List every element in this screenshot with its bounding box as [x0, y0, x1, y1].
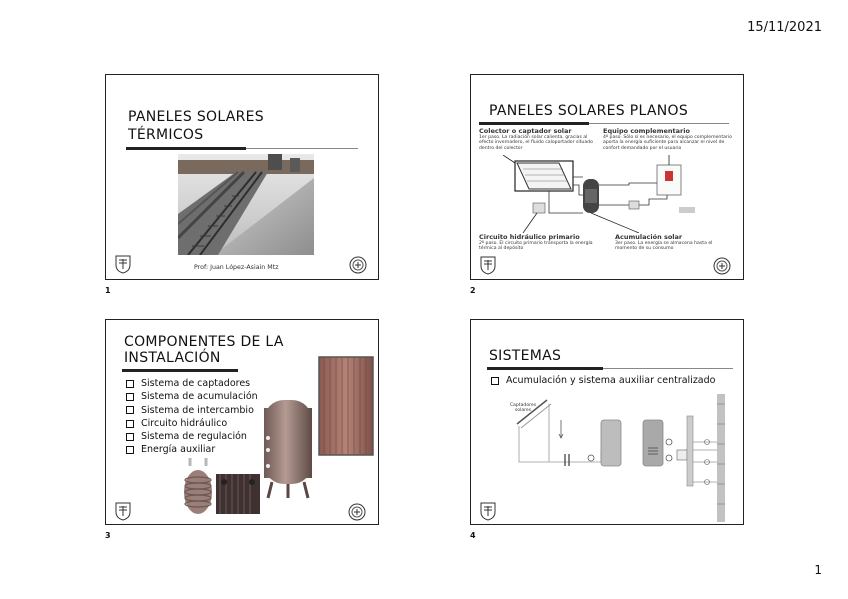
slide-2-number: 2: [470, 286, 476, 295]
slide-1-title-rule: [126, 147, 246, 150]
slide-4-title-rule-thin: [603, 368, 733, 369]
list-item: Sistema de captadores: [126, 377, 258, 390]
slide-1-title-rule-thin: [246, 148, 358, 149]
checkbox-bullet-icon: [126, 393, 134, 401]
flat-panel-system-diagram: [479, 155, 737, 233]
print-date: 15/11/2021: [747, 20, 822, 35]
equipment-text: 4º paso. Sólo si es necesario, el equipo complementario aporta la energía suficiente para alcanzar el nivel de confort demandado por el usuario: [603, 135, 732, 151]
page-number: 1: [814, 563, 822, 577]
heat-exchanger-image: [176, 454, 272, 518]
slide-3-number: 3: [105, 531, 111, 540]
slide-2-title-rule-thin: [589, 123, 729, 124]
solar-panel-photo: [178, 154, 314, 255]
checkbox-bullet-icon: [491, 377, 499, 385]
slide-1-author: Prof: Juan López-Asiain Mtz: [194, 264, 279, 271]
university-crest-icon: [114, 501, 132, 521]
university-crest-icon: [479, 255, 497, 275]
university-crest-icon: [114, 254, 132, 274]
slide-3: [105, 319, 379, 525]
slide-1-title-line2: TÉRMICOS: [128, 127, 204, 143]
components-list: [126, 377, 258, 457]
circuit-text: 2º paso. El circuito primario transporta la energía térmica al depósito: [479, 241, 593, 252]
equipment-label: Equipo complementario: [603, 127, 690, 135]
university-crest-icon: [479, 501, 497, 521]
checkbox-bullet-icon: [126, 380, 134, 388]
slide-1-title-line1: PANELES SOLARES: [128, 109, 264, 125]
list-item: Sistema de intercambio: [126, 404, 258, 417]
solar-collector-panel-image: [318, 356, 374, 456]
slide-1: [105, 74, 379, 280]
slide-4-bullet: Acumulación y sistema auxiliar centralizado: [491, 375, 715, 386]
slide-2-title-rule: [479, 122, 589, 125]
slide-4-number: 4: [470, 531, 476, 540]
collector-caption: Captadores solares: [509, 403, 537, 414]
slide-2-title: PANELES SOLARES PLANOS: [489, 103, 689, 119]
list-item: Circuito hidráulico: [126, 417, 258, 430]
slide-3-title-line2: INSTALACIÓN: [124, 350, 221, 366]
checkbox-bullet-icon: [126, 433, 134, 441]
list-item: Sistema de acumulación: [126, 390, 258, 403]
slide-1-number: 1: [105, 286, 111, 295]
accumulation-label: Acumulación solar: [615, 233, 683, 241]
slide-4-title-rule: [487, 367, 603, 370]
checkbox-bullet-icon: [126, 420, 134, 428]
university-seal-icon: [349, 255, 367, 275]
circuit-label: Circuito hidráulico primario: [479, 233, 580, 241]
checkbox-bullet-icon: [126, 406, 134, 414]
slide-4: [470, 319, 744, 525]
accumulation-text: 3er paso. La energía se almacena hasta el momento de su consumo: [615, 241, 713, 252]
slide-3-title-rule: [122, 369, 238, 372]
collector-label: Colector o captador solar: [479, 127, 572, 135]
slide-3-title-line1: COMPONENTES DE LA: [124, 334, 284, 350]
university-seal-icon: [348, 502, 366, 522]
list-item: Sistema de regulación: [126, 430, 258, 443]
slide-4-title: SISTEMAS: [489, 348, 562, 364]
collector-text: 1er paso. La radiación solar calienta, gracias al efecto invernadero, el fluido caloportador situado dentro del colector: [479, 135, 593, 151]
slide-2: [470, 74, 744, 280]
university-seal-icon: [713, 256, 731, 276]
centralized-system-diagram: [501, 394, 733, 522]
list-item: Energía auxiliar: [126, 443, 258, 456]
checkbox-bullet-icon: [126, 446, 134, 454]
